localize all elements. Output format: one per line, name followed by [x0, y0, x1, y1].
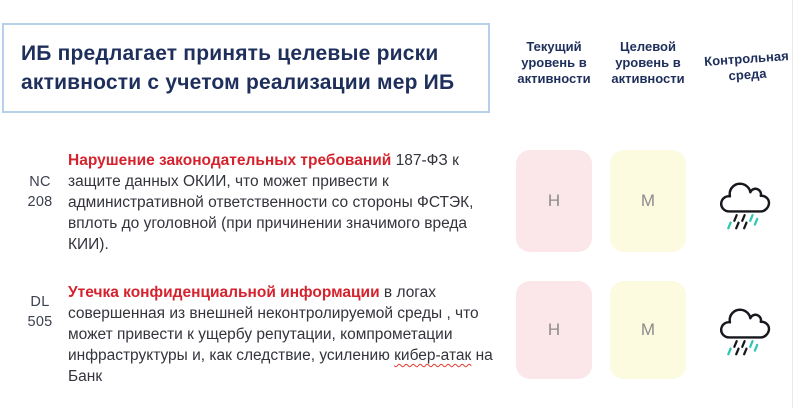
current-level-value: Н [547, 320, 561, 339]
risk-title-highlight: Утечка конфиденциальной информации [68, 284, 380, 301]
risk-id-line: DL [30, 294, 50, 310]
current-level-cell [516, 281, 592, 379]
risk-id-dl505 [16, 292, 64, 332]
slide-edge-divider [792, 0, 793, 408]
target-level-cell [610, 150, 686, 252]
column-header-target-level: Целевой уровень в активности [611, 39, 685, 86]
risk-title-highlight: Нарушение законодательных требований [68, 152, 392, 169]
column-header-control-environment: Контрольная среда [703, 48, 790, 84]
risk-id-line: NC [29, 174, 51, 190]
risk-text-misspelled: кибер-атак [394, 347, 472, 364]
risk-id-line: 505 [27, 314, 53, 330]
target-level-cell [610, 281, 686, 379]
target-level-value: М [640, 320, 656, 339]
current-level-value: Н [547, 191, 561, 210]
risk-description [68, 150, 500, 255]
title-box [2, 23, 490, 113]
storm-cloud-rain-icon [716, 302, 776, 358]
column-header-current-level: Текущий уровень в активности [517, 39, 591, 86]
risk-id-line: 208 [27, 194, 53, 210]
risk-text-body: в логах совершенная из внешней неконтролируемой среды , что может привести к ущербу репутации, компрометации инфраструктуры и, как следствие, усилению [68, 284, 479, 364]
risk-text-body: на Банк [68, 347, 493, 385]
page-title: ИБ предлагает принять целевые риски активности с учетом реализации мер ИБ [21, 42, 455, 94]
risk-id-nc208 [16, 172, 64, 212]
risk-text-body: 187-ФЗ к защите данных ОКИИ, что может привести к административной ответственности со стороны ФСТЭК, вплоть до уголовной (при причинении значимого вреда КИИ). [68, 152, 474, 253]
target-level-value: М [640, 191, 656, 210]
storm-cloud-rain-icon [716, 176, 776, 232]
current-level-cell [516, 150, 592, 252]
risk-description [68, 282, 500, 387]
